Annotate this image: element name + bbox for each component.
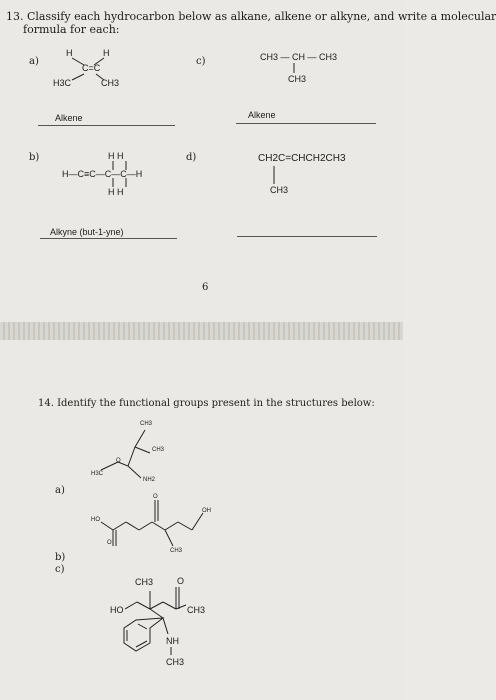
struct-c-branch: CH3 [288,74,307,84]
q14-item-a-label: a) [55,485,65,496]
struct-b-top-h: H H [108,151,124,161]
item-d-label: d) [186,152,197,163]
q14b-o-top: O [153,494,158,500]
page-number: 6 [202,282,209,293]
q14-item-c-label: c) [55,564,65,575]
q14c-ch3-right: CH3 [187,605,206,615]
item-b-label: b) [29,152,40,163]
q14a-o: O [116,458,121,464]
q14b-ch3: CH3 [170,548,183,554]
struct-a-ch3: CH3 [101,78,120,88]
q14b-ho: HO [91,517,100,523]
question-13-title: 13. Classify each hydrocarbon below as alkane, alkene or alkyne, and write a molecular [6,10,496,23]
question-14-title: 14. Identify the functional groups present in the structures below: [38,398,375,409]
struct-a-double-bond: C=C [82,63,101,73]
q14a-nh2: NH2 [143,477,156,483]
q14-item-b-label: b) [55,552,66,563]
struct-a-h-left: H [66,48,73,58]
answer-a: Alkene [55,113,83,123]
struct-d-branch: CH3 [270,185,289,195]
q14a-ch3-top: CH3 [140,421,153,427]
answer-c: Alkene [248,110,276,120]
q14a-ch3-right: CH3 [152,447,165,453]
q14a-h3c: H3C [91,471,104,477]
struct-a-h-right: H [103,48,110,58]
question-13-subtitle: formula for each: [23,23,120,36]
q14b-o-bottom: O [107,540,112,546]
q14c-nh: NH [166,636,179,646]
item-a-label: a) [29,56,39,67]
struct-d-main: CH2C=CHCH2CH3 [258,153,346,164]
q14b-oh: OH [202,508,211,514]
q14c-ho: HO [110,605,124,615]
struct-b-chain: H—C≡C—C—C—H [62,169,143,179]
answer-b: Alkyne (but-1-yne) [50,227,124,237]
q14c-o: O [177,576,185,586]
q14c-ch3-bottom: CH3 [166,657,185,667]
struct-c-main: CH3 — CH — CH3 [260,52,338,62]
q14c-ch3-top: CH3 [135,577,154,587]
struct-b-bottom-h: H H [108,187,124,197]
item-c-label: c) [196,56,206,67]
struct-a-h3c: H3C [53,78,72,88]
